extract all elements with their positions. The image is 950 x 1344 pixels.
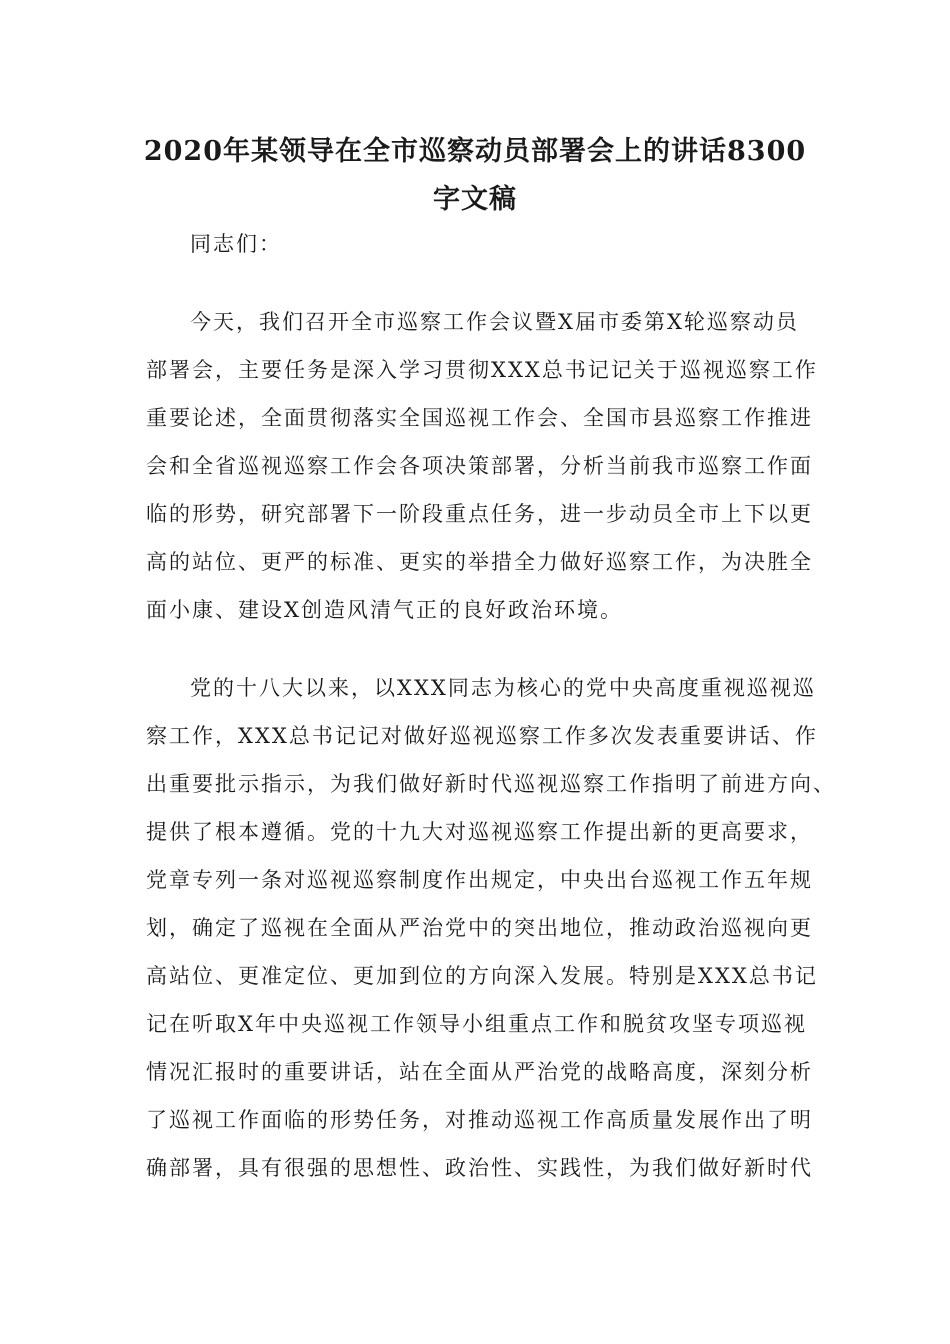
paragraph-2-line: 情况汇报时的重要讲话，站在全面从严治党的战略高度，深刻分析 bbox=[146, 1060, 813, 1084]
title-line-1: 2020年某领导在全市巡察动员部署会上的讲话8300 bbox=[143, 136, 807, 167]
paragraph-gap bbox=[146, 634, 826, 664]
title-line-2: 字文稿 bbox=[433, 184, 517, 215]
paragraph-1-line: 临的形势，研究部署下一阶段重点任务，进一步动员全市上下以更 bbox=[146, 502, 813, 526]
paragraph-1-line: 今天，我们召开全市巡察工作会议暨X届市委第X轮巡察动员 bbox=[190, 310, 799, 334]
document-title bbox=[120, 128, 830, 224]
paragraph-1-line: 重要论述，全面贯彻落实全国巡视工作会、全国市县巡察工作推进 bbox=[146, 406, 813, 430]
paragraph-2-line: 察工作，XXX总书记记对做好巡视巡察工作多次发表重要讲话、作 bbox=[146, 724, 818, 748]
paragraph-1-line: 高的站位、更严的标准、更实的举措全力做好巡察工作，为决胜全 bbox=[146, 550, 813, 574]
paragraph-2-line: 高站位、更准定位、更加到位的方向深入发展。特别是XXX总书记 bbox=[146, 964, 818, 988]
paragraph-2-line: 党的十八大以来，以XXX同志为核心的党中央高度重视巡视巡 bbox=[190, 676, 816, 700]
paragraph-1-line: 面小康、建设X创造风清气正的良好政治环境。 bbox=[146, 598, 623, 622]
paragraph-1 bbox=[146, 298, 826, 634]
document-body bbox=[146, 220, 836, 1192]
paragraph-gap bbox=[146, 268, 826, 298]
salutation-paragraph bbox=[146, 220, 826, 268]
paragraph-2-line: 确部署，具有很强的思想性、政治性、实践性，为我们做好新时代 bbox=[146, 1156, 813, 1180]
paragraph-2-line: 出重要批示指示，为我们做好新时代巡视巡察工作指明了前进方向、 bbox=[146, 772, 836, 796]
paragraph-2-line: 党章专列一条对巡视巡察制度作出规定，中央出台巡视工作五年规 bbox=[146, 868, 813, 892]
paragraph-1-line: 会和全省巡视巡察工作会各项决策部署，分析当前我市巡察工作面 bbox=[146, 454, 813, 478]
paragraph-2-line: 记在听取X年中央巡视工作领导小组重点工作和脱贫攻坚专项巡视 bbox=[146, 1012, 807, 1036]
paragraph-1-line: 部署会，主要任务是深入学习贯彻XXX总书记记关于巡视巡察工作 bbox=[146, 358, 818, 382]
paragraph-2-line: 了巡视工作面临的形势任务，对推动巡视工作高质量发展作出了明 bbox=[146, 1108, 813, 1132]
paragraph-2 bbox=[146, 664, 836, 1192]
salutation: 同志们： bbox=[190, 232, 282, 256]
paragraph-2-line: 提供了根本遵循。党的十九大对巡视巡察工作提出新的更高要求， bbox=[146, 820, 813, 844]
paragraph-2-line: 划，确定了巡视在全面从严治党中的突出地位，推动政治巡视向更 bbox=[146, 916, 813, 940]
